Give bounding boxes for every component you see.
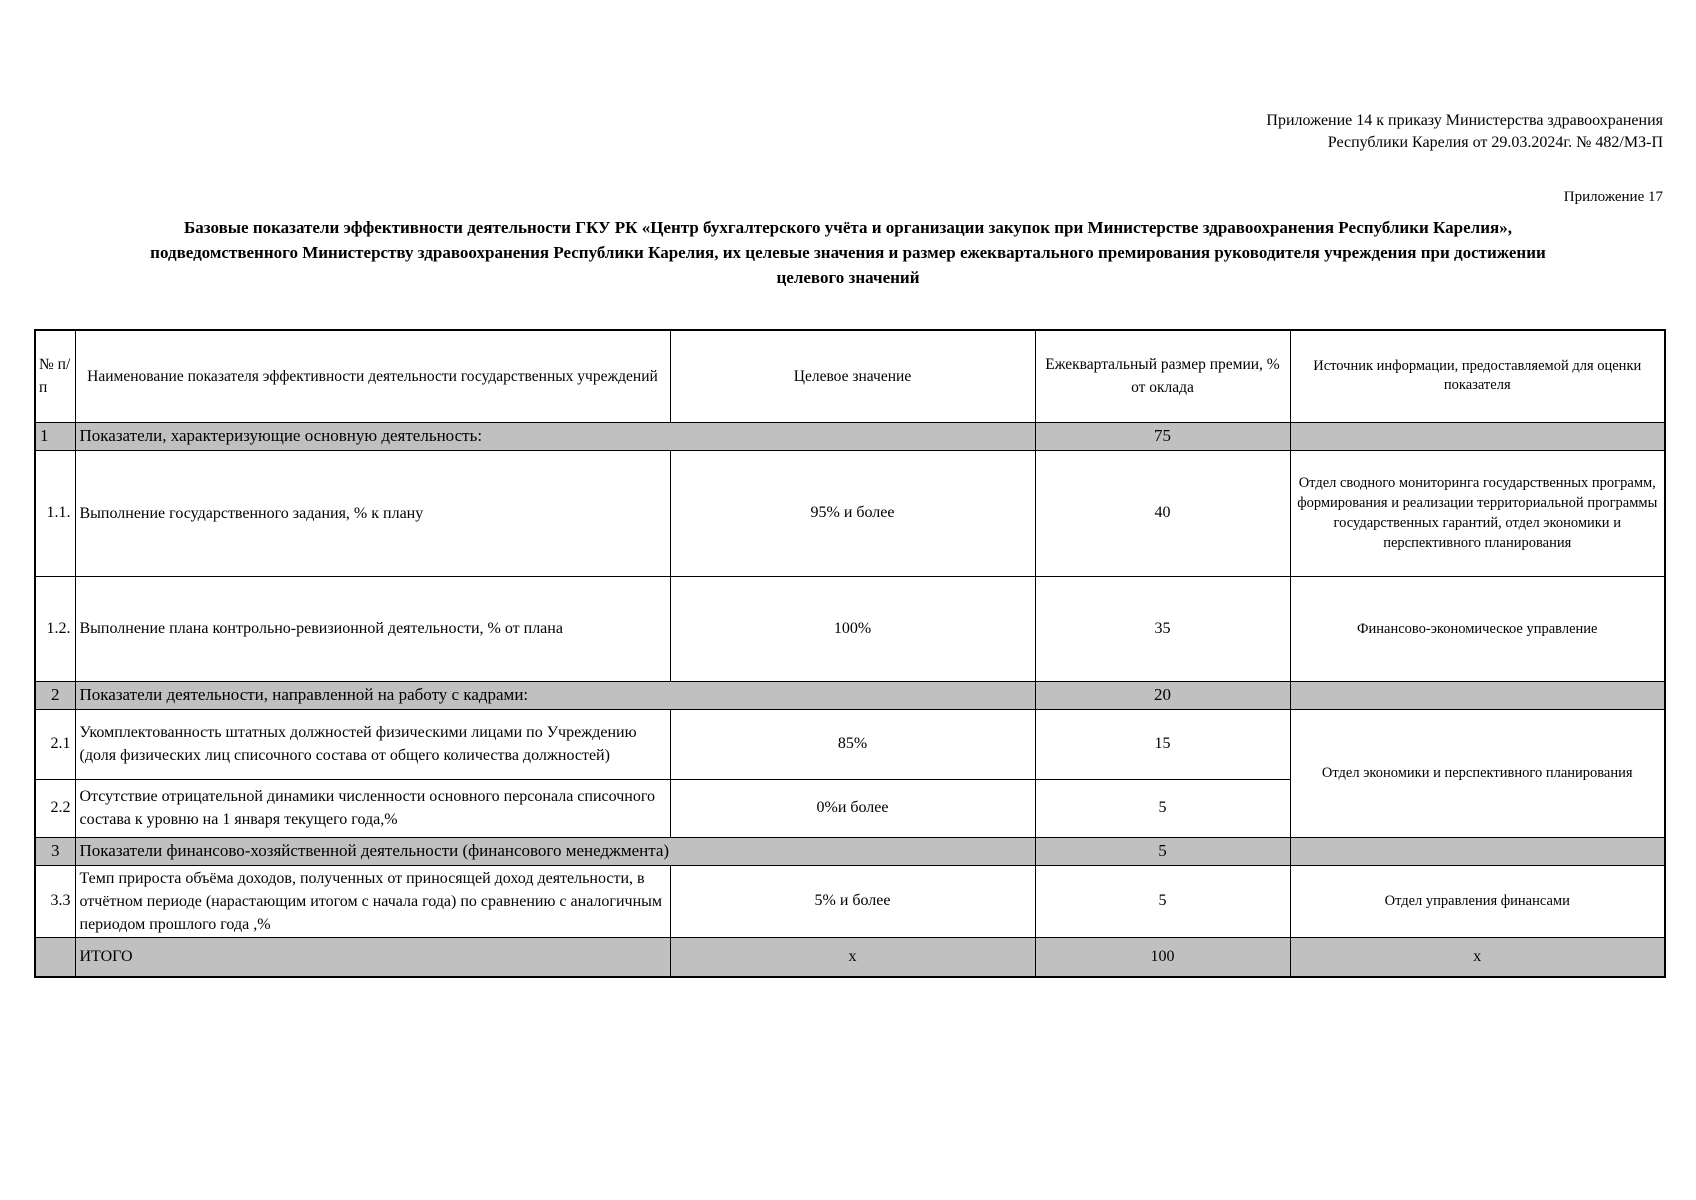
section-title: Показатели финансово-хозяйственной деятельности (финансового менеджмента) bbox=[75, 837, 1035, 865]
row-name: Укомплектованность штатных должностей физическими лицами по Учреждению (доля физических лиц списочного состава от общего количества должностей) bbox=[75, 709, 670, 779]
row-bonus: 40 bbox=[1035, 450, 1290, 576]
appendix-line-2: Республики Карелия от 29.03.2024г. № 482/МЗ-П bbox=[1327, 134, 1663, 151]
row-num: 2.2 bbox=[35, 779, 75, 837]
appendix-17-label: Приложение 17 bbox=[1563, 189, 1663, 205]
title-line-1: Базовые показатели эффективности деятельности ГКУ РК «Центр бухгалтерского учёта и организации закупок при Министерстве здравоохранения Республики Карелия», bbox=[184, 218, 1512, 237]
row-name: Выполнение государственного задания, % к плану bbox=[75, 450, 670, 576]
row-target: 5% и более bbox=[670, 865, 1035, 937]
row-name: Отсутствие отрицательной динамики численности основного персонала списочного состава к уровню на 1 января текущего года,% bbox=[75, 779, 670, 837]
section-source bbox=[1290, 681, 1665, 709]
row-num: 2.1 bbox=[35, 709, 75, 779]
row-source: Финансово-экономическое управление bbox=[1290, 576, 1665, 681]
row-bonus: 5 bbox=[1035, 865, 1290, 937]
title-line-2: подведомственного Министерству здравоохранения Республики Карелия, их целевые значения и размер ежеквартального премирования руководителя учреждения при достижении bbox=[150, 243, 1546, 262]
header-num: № п/п bbox=[35, 330, 75, 422]
section-num: 2 bbox=[35, 681, 75, 709]
table-row bbox=[35, 576, 1665, 681]
section-num: 3 bbox=[35, 837, 75, 865]
section-bonus: 20 bbox=[1035, 681, 1290, 709]
row-bonus: 5 bbox=[1035, 779, 1290, 837]
section-row-1 bbox=[35, 422, 1665, 450]
row-bonus: 15 bbox=[1035, 709, 1290, 779]
row-bonus: 35 bbox=[1035, 576, 1290, 681]
row-name: Выполнение плана контрольно-ревизионной деятельности, % от плана bbox=[75, 576, 670, 681]
row-target: 0%и более bbox=[670, 779, 1035, 837]
header-bonus: Ежеквартальный размер премии, % от оклада bbox=[1035, 330, 1290, 422]
total-row bbox=[35, 937, 1665, 977]
header-source: Источник информации, предоставляемой для оценки показателя bbox=[1290, 330, 1665, 422]
section-source bbox=[1290, 422, 1665, 450]
section-row-3 bbox=[35, 837, 1665, 865]
row-num: 3.3 bbox=[35, 865, 75, 937]
title-line-3: целевого значений bbox=[776, 268, 920, 287]
section-title: Показатели, характеризующие основную деятельность: bbox=[75, 422, 1035, 450]
total-source: х bbox=[1290, 937, 1665, 977]
section-bonus: 5 bbox=[1035, 837, 1290, 865]
row-source: Отдел экономики и перспективного планирования bbox=[1290, 709, 1665, 837]
document-title bbox=[40, 215, 1656, 290]
section-source bbox=[1290, 837, 1665, 865]
section-bonus: 75 bbox=[1035, 422, 1290, 450]
table-header-row bbox=[35, 330, 1665, 422]
appendix-reference bbox=[1266, 110, 1663, 154]
row-num: 1.1. bbox=[35, 450, 75, 576]
section-num: 1 bbox=[35, 422, 75, 450]
row-source: Отдел сводного мониторинга государственных программ, формирования и реализации территориальной программы государственных гарантий, отдел экономики и перспективного планирования bbox=[1290, 450, 1665, 576]
total-target: х bbox=[670, 937, 1035, 977]
total-label: ИТОГО bbox=[75, 937, 670, 977]
row-source: Отдел управления финансами bbox=[1290, 865, 1665, 937]
table-row bbox=[35, 450, 1665, 576]
section-title: Показатели деятельности, направленной на работу с кадрами: bbox=[75, 681, 1035, 709]
row-target: 95% и более bbox=[670, 450, 1035, 576]
header-target: Целевое значение bbox=[670, 330, 1035, 422]
indicators-table bbox=[34, 329, 1666, 978]
appendix-line-1: Приложение 14 к приказу Министерства здравоохранения bbox=[1266, 112, 1663, 129]
table-row bbox=[35, 709, 1665, 779]
row-num: 1.2. bbox=[35, 576, 75, 681]
section-row-2 bbox=[35, 681, 1665, 709]
header-name: Наименование показателя эффективности деятельности государственных учреждений bbox=[75, 330, 670, 422]
row-target: 100% bbox=[670, 576, 1035, 681]
total-num bbox=[35, 937, 75, 977]
row-target: 85% bbox=[670, 709, 1035, 779]
total-bonus: 100 bbox=[1035, 937, 1290, 977]
row-name: Темп прироста объёма доходов, полученных от приносящей доход деятельности, в отчётном периоде (нарастающим итогом с начала года) по сравнению с аналогичным периодом прошлого года ,% bbox=[75, 865, 670, 937]
table-row bbox=[35, 865, 1665, 937]
